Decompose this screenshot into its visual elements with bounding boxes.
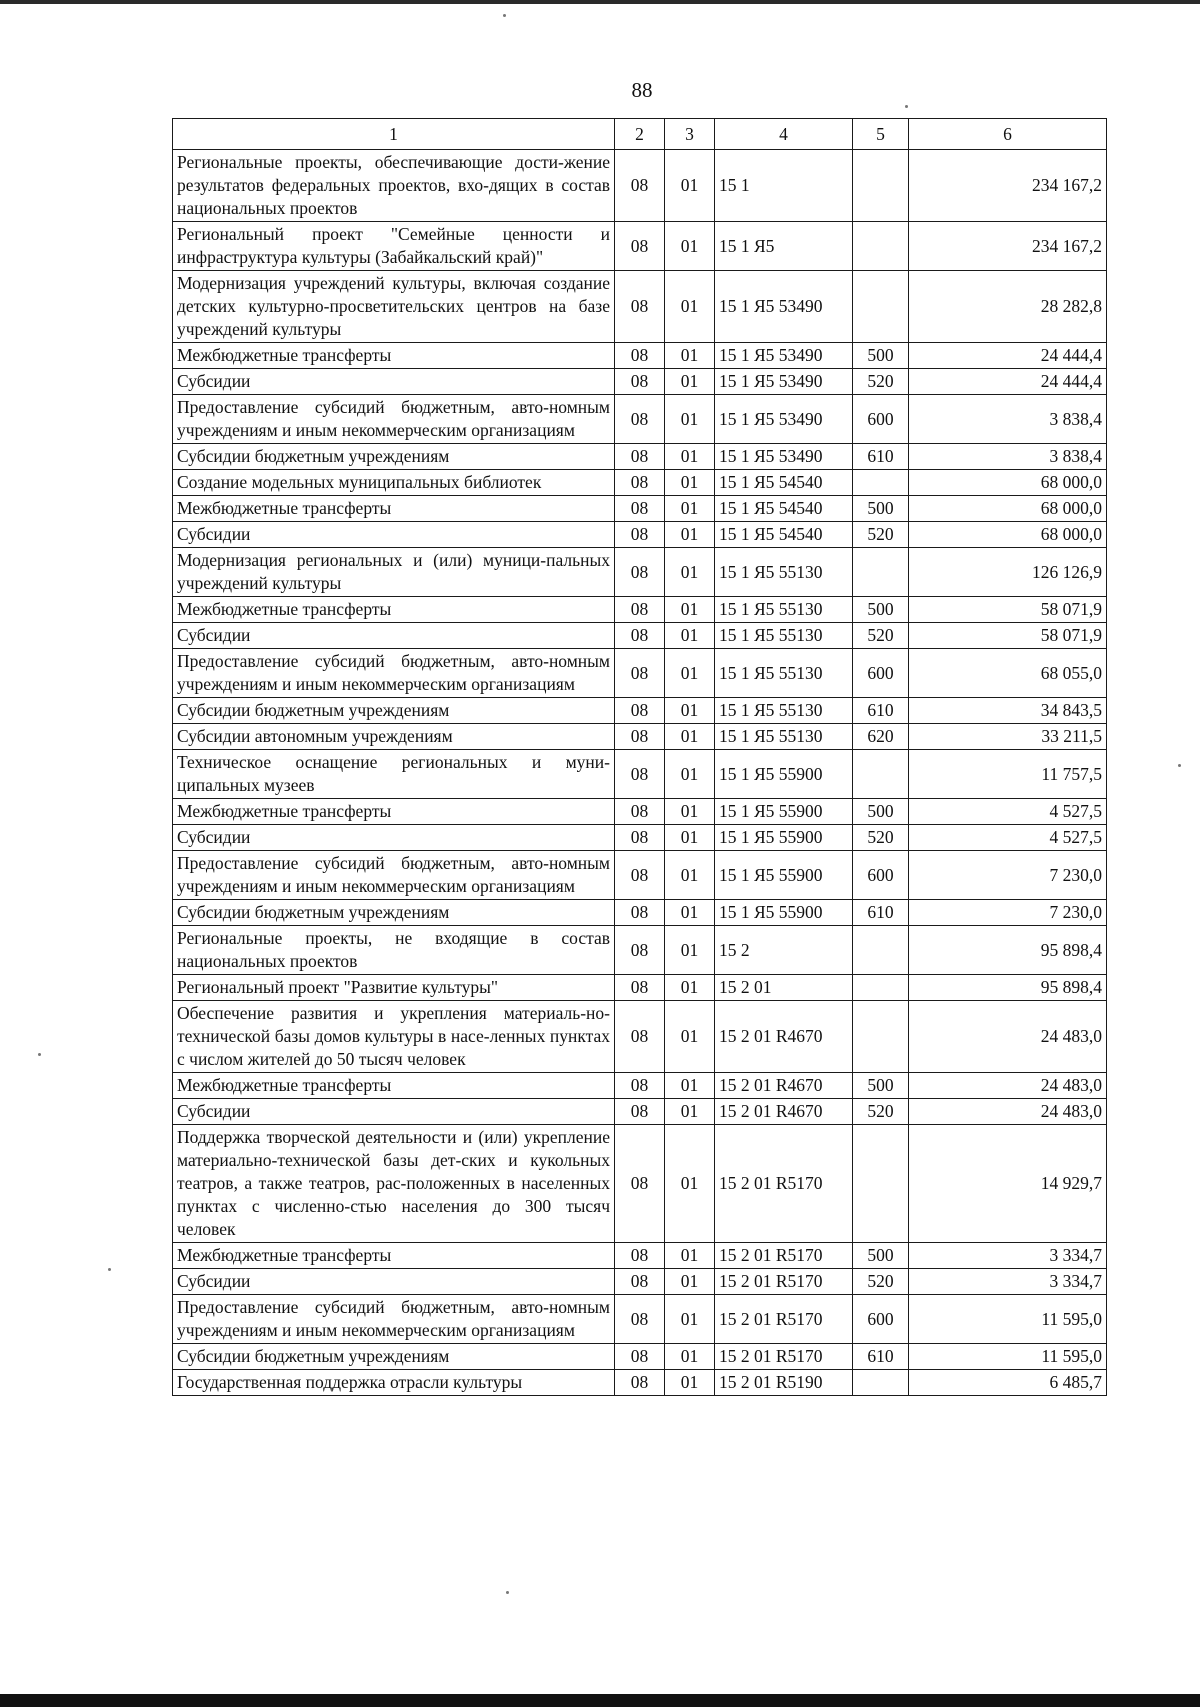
row-subsection-cell: 01 bbox=[665, 724, 715, 750]
row-amount-cell: 95 898,4 bbox=[909, 926, 1107, 975]
row-subsection-cell: 01 bbox=[665, 1073, 715, 1099]
row-expense-type-cell: 520 bbox=[853, 825, 909, 851]
row-expense-type-cell: 500 bbox=[853, 496, 909, 522]
row-target-code-cell: 15 1 Я5 55900 bbox=[715, 750, 853, 799]
row-name-cell: Обеспечение развития и укрепления материаль-но-технической базы домов культуры в насе-ленных пунктах с числом жителей до 50 тысяч человек bbox=[173, 1001, 615, 1073]
row-amount-cell: 11 757,5 bbox=[909, 750, 1107, 799]
row-amount-cell: 234 167,2 bbox=[909, 150, 1107, 222]
row-expense-type-cell bbox=[853, 1370, 909, 1396]
row-section-cell: 08 bbox=[615, 1001, 665, 1073]
row-section-cell: 08 bbox=[615, 395, 665, 444]
row-target-code-cell: 15 2 01 R5170 bbox=[715, 1295, 853, 1344]
row-subsection-cell: 01 bbox=[665, 470, 715, 496]
row-subsection-cell: 01 bbox=[665, 825, 715, 851]
row-expense-type-cell bbox=[853, 470, 909, 496]
header-col-5: 5 bbox=[853, 119, 909, 150]
row-expense-type-cell: 520 bbox=[853, 1269, 909, 1295]
row-target-code-cell: 15 1 Я5 54540 bbox=[715, 496, 853, 522]
scan-speck bbox=[905, 105, 908, 108]
row-subsection-cell: 01 bbox=[665, 597, 715, 623]
row-name-cell: Субсидии bbox=[173, 623, 615, 649]
row-section-cell: 08 bbox=[615, 1099, 665, 1125]
row-section-cell: 08 bbox=[615, 623, 665, 649]
row-name-cell: Региональный проект "Развитие культуры" bbox=[173, 975, 615, 1001]
row-expense-type-cell bbox=[853, 926, 909, 975]
row-amount-cell: 3 838,4 bbox=[909, 395, 1107, 444]
row-section-cell: 08 bbox=[615, 522, 665, 548]
row-name-cell: Поддержка творческой деятельности и (или) укрепление материально-технической базы дет-ских и кукольных театров, а также театров, рас-положенных в населенных пунктах с численно-стью населения до 300 тысяч человек bbox=[173, 1125, 615, 1243]
row-subsection-cell: 01 bbox=[665, 799, 715, 825]
table-row bbox=[173, 343, 1107, 369]
table-row bbox=[173, 900, 1107, 926]
row-section-cell: 08 bbox=[615, 649, 665, 698]
row-target-code-cell: 15 2 01 R4670 bbox=[715, 1001, 853, 1073]
row-subsection-cell: 01 bbox=[665, 926, 715, 975]
header-col-6: 6 bbox=[909, 119, 1107, 150]
row-target-code-cell: 15 1 Я5 55130 bbox=[715, 597, 853, 623]
row-target-code-cell: 15 1 Я5 53490 bbox=[715, 343, 853, 369]
row-target-code-cell: 15 2 01 R5170 bbox=[715, 1269, 853, 1295]
row-amount-cell: 24 483,0 bbox=[909, 1001, 1107, 1073]
row-section-cell: 08 bbox=[615, 369, 665, 395]
row-amount-cell: 68 000,0 bbox=[909, 470, 1107, 496]
table-row bbox=[173, 444, 1107, 470]
table-row bbox=[173, 1073, 1107, 1099]
row-subsection-cell: 01 bbox=[665, 1295, 715, 1344]
row-section-cell: 08 bbox=[615, 1125, 665, 1243]
row-amount-cell: 3 838,4 bbox=[909, 444, 1107, 470]
row-name-cell: Региональные проекты, обеспечивающие дости-жение результатов федеральных проектов, вхо-дящих в состав национальных проектов bbox=[173, 150, 615, 222]
row-name-cell: Предоставление субсидий бюджетным, авто-номным учреждениям и иным некоммерческим организациям bbox=[173, 649, 615, 698]
row-target-code-cell: 15 2 01 R5170 bbox=[715, 1344, 853, 1370]
scan-speck bbox=[38, 1053, 41, 1056]
row-expense-type-cell: 600 bbox=[853, 649, 909, 698]
row-target-code-cell: 15 1 Я5 55900 bbox=[715, 799, 853, 825]
row-target-code-cell: 15 2 01 bbox=[715, 975, 853, 1001]
row-amount-cell: 11 595,0 bbox=[909, 1295, 1107, 1344]
row-target-code-cell: 15 1 Я5 55900 bbox=[715, 851, 853, 900]
row-name-cell: Межбюджетные трансферты bbox=[173, 597, 615, 623]
row-amount-cell: 68 055,0 bbox=[909, 649, 1107, 698]
row-expense-type-cell: 500 bbox=[853, 343, 909, 369]
row-subsection-cell: 01 bbox=[665, 1243, 715, 1269]
row-amount-cell: 33 211,5 bbox=[909, 724, 1107, 750]
row-name-cell: Государственная поддержка отрасли культуры bbox=[173, 1370, 615, 1396]
row-section-cell: 08 bbox=[615, 222, 665, 271]
row-name-cell: Субсидии бюджетным учреждениям bbox=[173, 444, 615, 470]
table-row bbox=[173, 926, 1107, 975]
table-row bbox=[173, 1295, 1107, 1344]
row-expense-type-cell: 520 bbox=[853, 369, 909, 395]
row-amount-cell: 24 483,0 bbox=[909, 1073, 1107, 1099]
row-name-cell: Модернизация региональных и (или) муници-пальных учреждений культуры bbox=[173, 548, 615, 597]
table-row bbox=[173, 724, 1107, 750]
row-name-cell: Региональный проект "Семейные ценности и инфраструктура культуры (Забайкальский край)" bbox=[173, 222, 615, 271]
row-amount-cell: 234 167,2 bbox=[909, 222, 1107, 271]
table-row bbox=[173, 825, 1107, 851]
row-target-code-cell: 15 1 Я5 53490 bbox=[715, 444, 853, 470]
row-target-code-cell: 15 1 bbox=[715, 150, 853, 222]
row-expense-type-cell bbox=[853, 271, 909, 343]
table-row bbox=[173, 975, 1107, 1001]
row-amount-cell: 24 483,0 bbox=[909, 1099, 1107, 1125]
row-expense-type-cell: 610 bbox=[853, 900, 909, 926]
table-row bbox=[173, 750, 1107, 799]
header-row bbox=[173, 119, 1107, 150]
row-name-cell: Субсидии бюджетным учреждениям bbox=[173, 698, 615, 724]
scan-top-edge bbox=[0, 0, 1200, 4]
table-row bbox=[173, 851, 1107, 900]
row-amount-cell: 24 444,4 bbox=[909, 369, 1107, 395]
table-row bbox=[173, 548, 1107, 597]
row-expense-type-cell: 600 bbox=[853, 395, 909, 444]
row-name-cell: Субсидии бюджетным учреждениям bbox=[173, 900, 615, 926]
header-col-4: 4 bbox=[715, 119, 853, 150]
table-body bbox=[173, 150, 1107, 1396]
row-expense-type-cell: 520 bbox=[853, 623, 909, 649]
row-target-code-cell: 15 2 01 R4670 bbox=[715, 1073, 853, 1099]
row-target-code-cell: 15 1 Я5 55130 bbox=[715, 548, 853, 597]
row-subsection-cell: 01 bbox=[665, 1125, 715, 1243]
table-row bbox=[173, 1344, 1107, 1370]
row-section-cell: 08 bbox=[615, 1295, 665, 1344]
table-row bbox=[173, 496, 1107, 522]
row-section-cell: 08 bbox=[615, 900, 665, 926]
row-subsection-cell: 01 bbox=[665, 271, 715, 343]
table-row bbox=[173, 1125, 1107, 1243]
row-name-cell: Межбюджетные трансферты bbox=[173, 1073, 615, 1099]
row-section-cell: 08 bbox=[615, 496, 665, 522]
row-amount-cell: 24 444,4 bbox=[909, 343, 1107, 369]
row-name-cell: Межбюджетные трансферты bbox=[173, 1243, 615, 1269]
row-name-cell: Субсидии bbox=[173, 369, 615, 395]
row-target-code-cell: 15 1 Я5 55130 bbox=[715, 698, 853, 724]
row-target-code-cell: 15 1 Я5 53490 bbox=[715, 271, 853, 343]
row-section-cell: 08 bbox=[615, 750, 665, 799]
row-expense-type-cell: 610 bbox=[853, 1344, 909, 1370]
table-row bbox=[173, 597, 1107, 623]
row-subsection-cell: 01 bbox=[665, 975, 715, 1001]
row-target-code-cell: 15 1 Я5 55130 bbox=[715, 623, 853, 649]
row-section-cell: 08 bbox=[615, 825, 665, 851]
row-target-code-cell: 15 1 Я5 53490 bbox=[715, 369, 853, 395]
row-name-cell: Субсидии bbox=[173, 522, 615, 548]
table-row bbox=[173, 522, 1107, 548]
table-row bbox=[173, 1370, 1107, 1396]
table-row bbox=[173, 470, 1107, 496]
row-section-cell: 08 bbox=[615, 1073, 665, 1099]
row-section-cell: 08 bbox=[615, 698, 665, 724]
row-target-code-cell: 15 1 Я5 55130 bbox=[715, 724, 853, 750]
row-subsection-cell: 01 bbox=[665, 444, 715, 470]
row-target-code-cell: 15 1 Я5 55900 bbox=[715, 900, 853, 926]
row-name-cell: Межбюджетные трансферты bbox=[173, 799, 615, 825]
row-amount-cell: 14 929,7 bbox=[909, 1125, 1107, 1243]
budget-table bbox=[172, 118, 1107, 1396]
table-row bbox=[173, 1001, 1107, 1073]
header-col-2: 2 bbox=[615, 119, 665, 150]
row-subsection-cell: 01 bbox=[665, 222, 715, 271]
row-amount-cell: 4 527,5 bbox=[909, 799, 1107, 825]
row-subsection-cell: 01 bbox=[665, 1344, 715, 1370]
header-col-3: 3 bbox=[665, 119, 715, 150]
row-name-cell: Техническое оснащение региональных и муни-ципальных музеев bbox=[173, 750, 615, 799]
table-row bbox=[173, 395, 1107, 444]
row-subsection-cell: 01 bbox=[665, 900, 715, 926]
row-section-cell: 08 bbox=[615, 597, 665, 623]
row-subsection-cell: 01 bbox=[665, 851, 715, 900]
row-subsection-cell: 01 bbox=[665, 522, 715, 548]
row-name-cell: Субсидии бюджетным учреждениям bbox=[173, 1344, 615, 1370]
row-name-cell: Субсидии bbox=[173, 1269, 615, 1295]
scan-speck bbox=[108, 1268, 111, 1271]
table-row bbox=[173, 150, 1107, 222]
row-name-cell: Предоставление субсидий бюджетным, авто-номным учреждениям и иным некоммерческим организациям bbox=[173, 851, 615, 900]
table-row bbox=[173, 369, 1107, 395]
page-number: 88 bbox=[631, 78, 653, 102]
header-col-1: 1 bbox=[173, 119, 615, 150]
row-name-cell: Создание модельных муниципальных библиотек bbox=[173, 470, 615, 496]
row-amount-cell: 7 230,0 bbox=[909, 851, 1107, 900]
row-subsection-cell: 01 bbox=[665, 496, 715, 522]
row-section-cell: 08 bbox=[615, 444, 665, 470]
row-expense-type-cell: 610 bbox=[853, 444, 909, 470]
row-section-cell: 08 bbox=[615, 851, 665, 900]
row-subsection-cell: 01 bbox=[665, 750, 715, 799]
row-target-code-cell: 15 1 Я5 bbox=[715, 222, 853, 271]
row-section-cell: 08 bbox=[615, 926, 665, 975]
table-row bbox=[173, 1099, 1107, 1125]
row-target-code-cell: 15 2 01 R5190 bbox=[715, 1370, 853, 1396]
row-subsection-cell: 01 bbox=[665, 1001, 715, 1073]
row-target-code-cell: 15 2 bbox=[715, 926, 853, 975]
row-expense-type-cell: 610 bbox=[853, 698, 909, 724]
row-amount-cell: 95 898,4 bbox=[909, 975, 1107, 1001]
table-row bbox=[173, 222, 1107, 271]
row-expense-type-cell: 600 bbox=[853, 1295, 909, 1344]
row-amount-cell: 28 282,8 bbox=[909, 271, 1107, 343]
row-subsection-cell: 01 bbox=[665, 1269, 715, 1295]
row-name-cell: Субсидии автономным учреждениям bbox=[173, 724, 615, 750]
row-section-cell: 08 bbox=[615, 548, 665, 597]
row-section-cell: 08 bbox=[615, 1243, 665, 1269]
row-section-cell: 08 bbox=[615, 1344, 665, 1370]
row-amount-cell: 6 485,7 bbox=[909, 1370, 1107, 1396]
row-subsection-cell: 01 bbox=[665, 150, 715, 222]
row-subsection-cell: 01 bbox=[665, 623, 715, 649]
row-name-cell: Субсидии bbox=[173, 1099, 615, 1125]
row-expense-type-cell: 520 bbox=[853, 1099, 909, 1125]
scan-bottom-edge bbox=[0, 1694, 1200, 1707]
row-subsection-cell: 01 bbox=[665, 649, 715, 698]
row-amount-cell: 58 071,9 bbox=[909, 623, 1107, 649]
row-target-code-cell: 15 1 Я5 55900 bbox=[715, 825, 853, 851]
row-section-cell: 08 bbox=[615, 724, 665, 750]
row-subsection-cell: 01 bbox=[665, 698, 715, 724]
row-expense-type-cell: 500 bbox=[853, 1243, 909, 1269]
row-expense-type-cell bbox=[853, 548, 909, 597]
row-section-cell: 08 bbox=[615, 150, 665, 222]
table-row bbox=[173, 649, 1107, 698]
row-target-code-cell: 15 1 Я5 54540 bbox=[715, 522, 853, 548]
row-expense-type-cell: 500 bbox=[853, 597, 909, 623]
row-amount-cell: 68 000,0 bbox=[909, 522, 1107, 548]
table-row bbox=[173, 623, 1107, 649]
row-name-cell: Межбюджетные трансферты bbox=[173, 343, 615, 369]
row-target-code-cell: 15 2 01 R5170 bbox=[715, 1125, 853, 1243]
row-expense-type-cell: 520 bbox=[853, 522, 909, 548]
row-amount-cell: 126 126,9 bbox=[909, 548, 1107, 597]
row-name-cell: Предоставление субсидий бюджетным, авто-номным учреждениям и иным некоммерческим организациям bbox=[173, 395, 615, 444]
row-name-cell: Субсидии bbox=[173, 825, 615, 851]
row-amount-cell: 68 000,0 bbox=[909, 496, 1107, 522]
row-section-cell: 08 bbox=[615, 975, 665, 1001]
row-amount-cell: 3 334,7 bbox=[909, 1269, 1107, 1295]
row-amount-cell: 58 071,9 bbox=[909, 597, 1107, 623]
row-expense-type-cell bbox=[853, 750, 909, 799]
row-expense-type-cell bbox=[853, 975, 909, 1001]
table-row bbox=[173, 1243, 1107, 1269]
row-subsection-cell: 01 bbox=[665, 343, 715, 369]
scan-speck bbox=[506, 1591, 509, 1594]
row-subsection-cell: 01 bbox=[665, 548, 715, 597]
row-expense-type-cell bbox=[853, 150, 909, 222]
row-section-cell: 08 bbox=[615, 271, 665, 343]
row-target-code-cell: 15 2 01 R4670 bbox=[715, 1099, 853, 1125]
row-section-cell: 08 bbox=[615, 799, 665, 825]
row-section-cell: 08 bbox=[615, 1269, 665, 1295]
row-section-cell: 08 bbox=[615, 1370, 665, 1396]
scan-speck bbox=[1178, 764, 1181, 767]
row-amount-cell: 3 334,7 bbox=[909, 1243, 1107, 1269]
row-subsection-cell: 01 bbox=[665, 1370, 715, 1396]
row-target-code-cell: 15 1 Я5 54540 bbox=[715, 470, 853, 496]
row-amount-cell: 4 527,5 bbox=[909, 825, 1107, 851]
row-subsection-cell: 01 bbox=[665, 369, 715, 395]
row-name-cell: Модернизация учреждений культуры, включая создание детских культурно-просветительских центров на базе учреждений культуры bbox=[173, 271, 615, 343]
row-target-code-cell: 15 1 Я5 55130 bbox=[715, 649, 853, 698]
row-expense-type-cell: 500 bbox=[853, 1073, 909, 1099]
scan-speck bbox=[503, 14, 506, 17]
row-subsection-cell: 01 bbox=[665, 1099, 715, 1125]
row-expense-type-cell: 620 bbox=[853, 724, 909, 750]
row-name-cell: Предоставление субсидий бюджетным, авто-номным учреждениям и иным некоммерческим организациям bbox=[173, 1295, 615, 1344]
table-row bbox=[173, 1269, 1107, 1295]
row-subsection-cell: 01 bbox=[665, 395, 715, 444]
table-row bbox=[173, 799, 1107, 825]
row-amount-cell: 7 230,0 bbox=[909, 900, 1107, 926]
row-target-code-cell: 15 2 01 R5170 bbox=[715, 1243, 853, 1269]
row-target-code-cell: 15 1 Я5 53490 bbox=[715, 395, 853, 444]
row-expense-type-cell: 600 bbox=[853, 851, 909, 900]
row-name-cell: Межбюджетные трансферты bbox=[173, 496, 615, 522]
row-name-cell: Региональные проекты, не входящие в состав национальных проектов bbox=[173, 926, 615, 975]
row-expense-type-cell bbox=[853, 1125, 909, 1243]
row-section-cell: 08 bbox=[615, 343, 665, 369]
row-expense-type-cell bbox=[853, 1001, 909, 1073]
table-header bbox=[173, 119, 1107, 150]
row-section-cell: 08 bbox=[615, 470, 665, 496]
row-amount-cell: 11 595,0 bbox=[909, 1344, 1107, 1370]
table-row bbox=[173, 698, 1107, 724]
row-expense-type-cell: 500 bbox=[853, 799, 909, 825]
row-amount-cell: 34 843,5 bbox=[909, 698, 1107, 724]
row-expense-type-cell bbox=[853, 222, 909, 271]
table-row bbox=[173, 271, 1107, 343]
